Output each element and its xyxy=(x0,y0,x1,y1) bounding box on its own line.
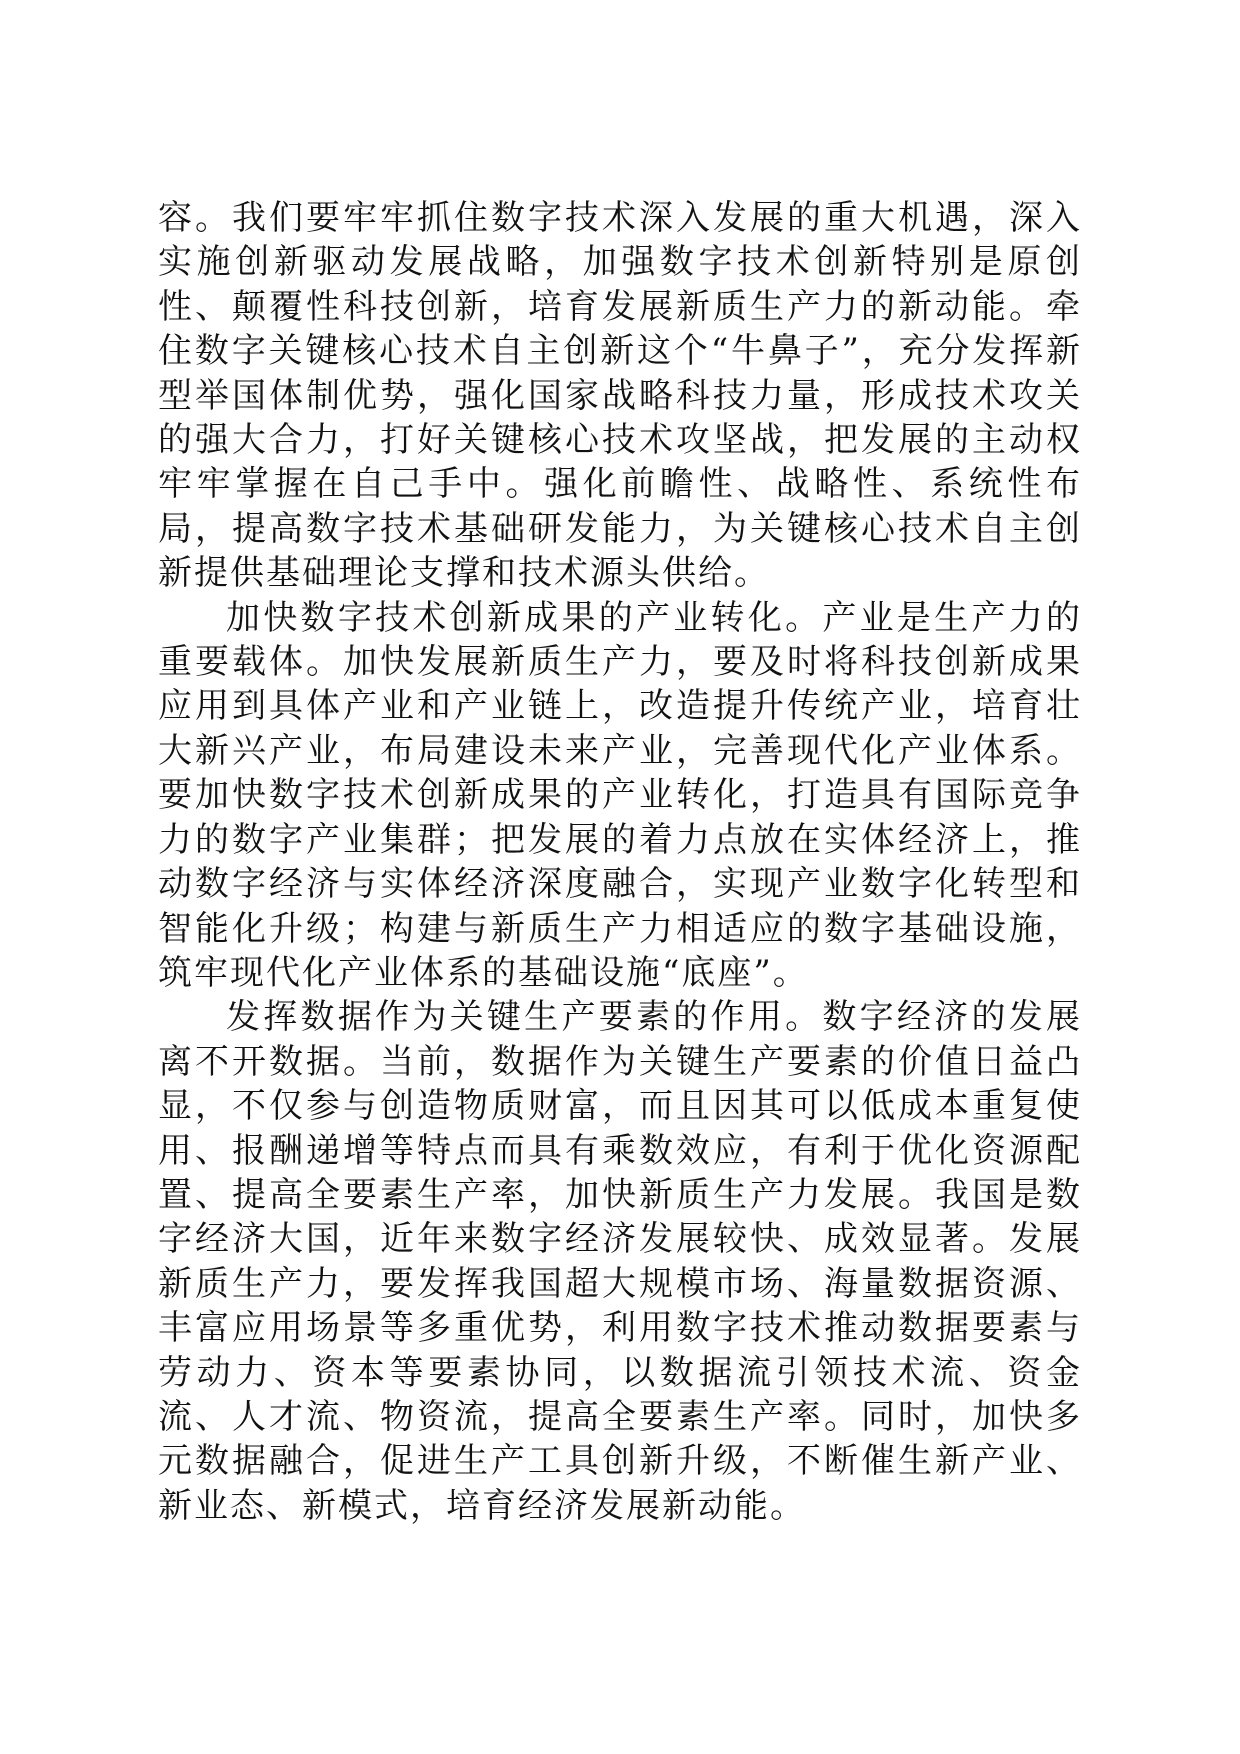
paragraph-data-factor: 发挥数据作为关键生产要素的作用。数字经济的发展离不开数据。当前，数据作为关键生产要素的价值日益凸显，不仅参与创造物质财富，而且因其可以低成本重复使用、报酬递增等特点而具有乘数效应，有利于优化资源配置、提高全要素生产率，加快新质生产力发展。我国是数字经济大国，近年来数字经济发展较快、成效显著。发展新质生产力，要发挥我国超大规模市场、海量数据资源、丰富应用场景等多重优势，利用数字技术推动数据要素与劳动力、资本等要素协同，以数据流引领技术流、资金流、人才流、物资流，提高全要素生产率。同时，加快多元数据融合，促进生产工具创新升级，不断催生新产业、新业态、新模式，培育经济发展新动能。 xyxy=(158,997,1082,1526)
paragraph-industrial-transformation: 加快数字技术创新成果的产业转化。产业是生产力的重要载体。加快发展新质生产力，要及时将科技创新成果应用到具体产业和产业链上，改造提升传统产业，培育壮大新兴产业，布局建设未来产业，完善现代化产业体系。要加快数字技术创新成果的产业转化，打造具有国际竞争力的数字产业集群；把发展的着力点放在实体经济上，推动数字经济与实体经济深度融合，实现产业数字化转型和智能化升级；构建与新质生产力相适应的数字基础设施，筑牢现代化产业体系的基础设施“底座”。 xyxy=(158,597,1082,993)
paragraph-continuation: 容。我们要牢牢抓住数字技术深入发展的重大机遇，深入实施创新驱动发展战略，加强数字技术创新特别是原创性、颠覆性科技创新，培育发展新质生产力的新动能。牵住数字关键核心技术自主创新这个“牛鼻子”，充分发挥新型举国体制优势，强化国家战略科技力量，形成技术攻关的强大合力，打好关键核心技术攻坚战，把发展的主动权牢牢掌握在自己手中。强化前瞻性、战略性、系统性布局，提高数字技术基础研发能力，为关键核心技术自主创新提供基础理论支撑和技术源头供给。 xyxy=(158,198,1082,594)
document-body xyxy=(158,196,1082,1528)
